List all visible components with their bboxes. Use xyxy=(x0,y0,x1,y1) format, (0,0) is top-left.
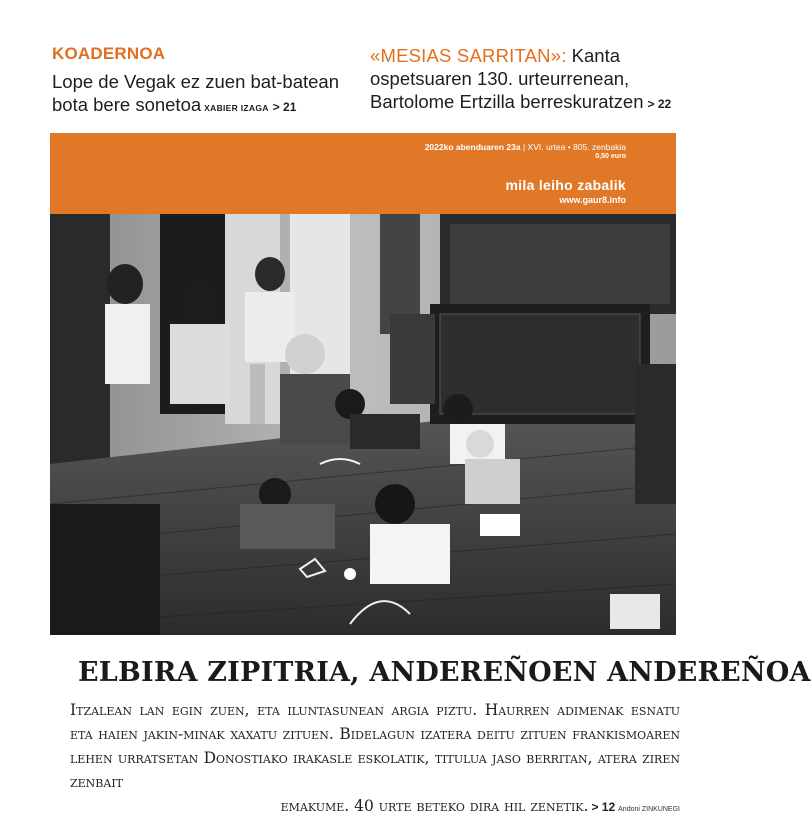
issue-year: XVI. urtea xyxy=(527,142,566,152)
teaser-koadernoa[interactable] xyxy=(52,44,352,120)
cover-photo xyxy=(50,214,676,635)
cover-page-ref: > 12 xyxy=(591,800,616,814)
issue-price: 0,50 euro xyxy=(595,153,626,160)
teaser-headline xyxy=(370,44,710,116)
cover-standfirst xyxy=(70,698,680,822)
standfirst-text: Itzalean lan egin zuen, eta iluntasunean argia piztu. Haurren adimenak esnatu eta haien jakin-minak xaxatu zituen. Bidelagun izatera deitu zituen frankismoaren lehen urratsetan Donostiako irakasle eskolatik, titulua jaso berritan, atera ziren zenbait xyxy=(70,701,680,791)
teaser-headline-text: Kanta ospetsuaren 130. urteurrenean, Bartolome Ertzilla berreskuratzen xyxy=(370,45,644,112)
cover-headline[interactable]: ELBIRA ZIPITRIA, ANDEREÑOEN ANDEREÑOA xyxy=(78,657,811,688)
standfirst-last-line xyxy=(70,794,680,822)
teaser-kicker: KOADERNOA xyxy=(52,44,166,63)
teaser-byline: XABIER IZAGA xyxy=(204,103,269,113)
photo-credit: Andoni ZINKUNEGI xyxy=(618,806,680,813)
masthead-banner xyxy=(50,133,676,214)
masthead-url[interactable]: www.gaur8.info xyxy=(559,195,626,205)
teaser-page-ref: > 21 xyxy=(272,100,297,114)
teaser-headline-text: Lope de Vegak ez zuen bat-batean bota bere sonetoa xyxy=(52,71,339,115)
issue-number: 805. zenbakia xyxy=(573,142,626,152)
masthead-slogan: mila leiho zabalik xyxy=(505,177,626,193)
teaser-mesias-sarritan[interactable] xyxy=(370,44,710,116)
standfirst-last-text: emakume. 40 urte beteko dira hil zenetik. xyxy=(280,797,589,815)
issue-line: 2022ko abenduaren 23a | XVI. urtea • 805. zenbakia xyxy=(424,142,626,152)
teaser-page-ref: > 22 xyxy=(647,97,672,111)
issue-date: 2022ko abenduaren 23a xyxy=(424,142,521,152)
teaser-kicker: «MESIAS SARRITAN»: xyxy=(370,45,567,66)
teaser-headline xyxy=(52,70,352,120)
cover-block xyxy=(50,133,676,635)
